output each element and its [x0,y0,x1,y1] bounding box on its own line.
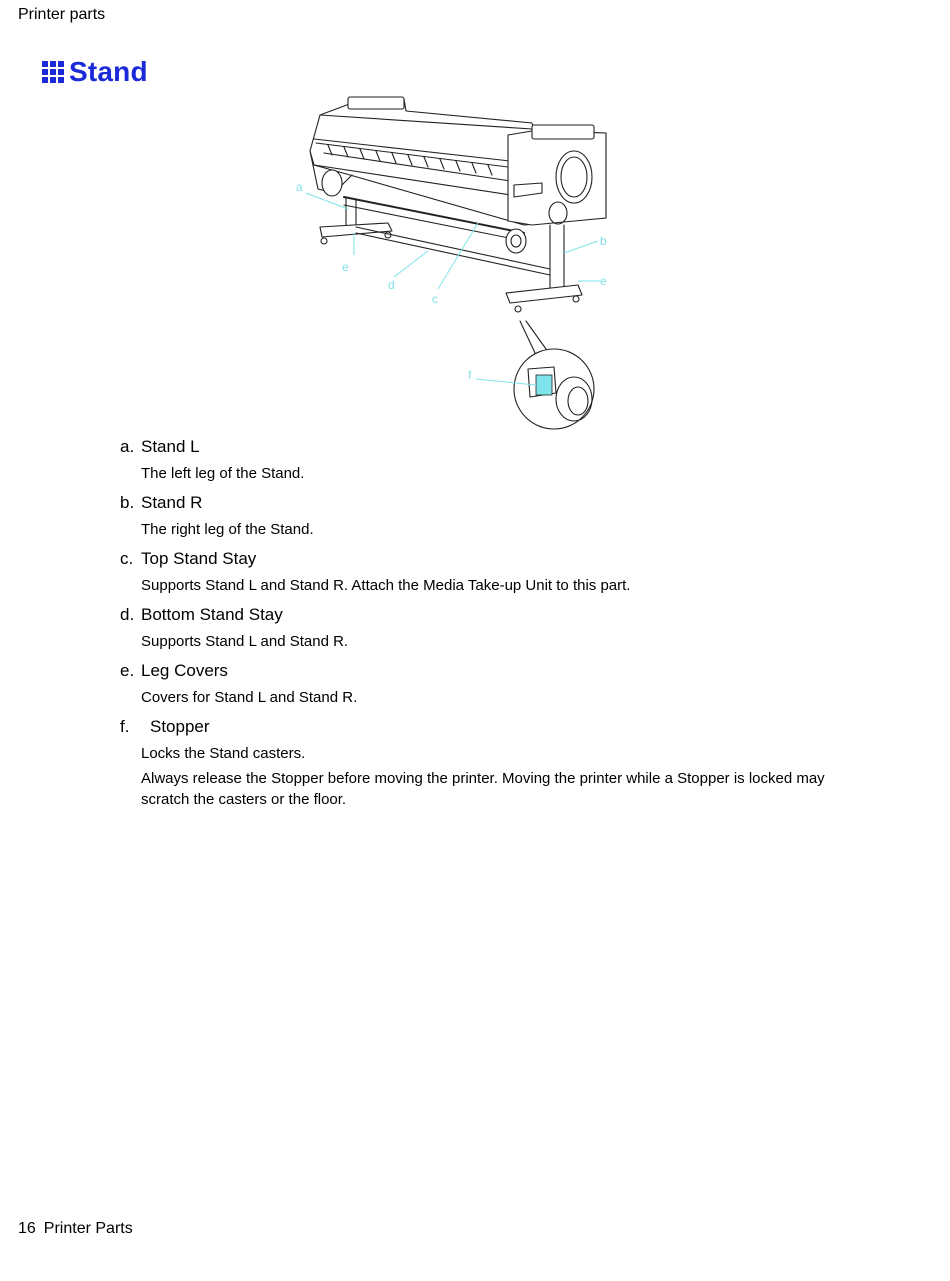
callout-f: f [468,368,472,382]
part-letter: a. [120,437,135,456]
part-note: Always release the Stopper before moving the printer. Moving the printer while a Stopper is locked may scratch the casters or the floor. [141,770,825,808]
part-item-stand-l [120,436,840,484]
part-name: Stopper [150,717,210,736]
part-name: Stand R [141,493,203,512]
section-title: Stand [69,56,148,87]
part-letter: b. [120,493,135,512]
part-item-top-stand-stay [120,548,840,596]
callout-e-left: e [342,260,349,274]
callout-d: d [388,278,395,292]
part-name: Top Stand Stay [141,549,257,568]
running-header: Printer parts [18,6,106,23]
part-letter: f. [120,717,130,736]
section-heading [42,56,148,88]
part-item-stand-r [120,492,840,540]
parts-list [120,436,840,810]
page-number: 16 [18,1220,36,1237]
footer-section: Printer Parts [43,1220,133,1237]
part-description: Supports Stand L and Stand R. Attach the Media Take-up Unit to this part. [141,577,631,594]
part-item-leg-covers [120,660,840,708]
part-description: The right leg of the Stand. [141,521,314,538]
part-name: Leg Covers [141,661,228,680]
callout-c: c [432,292,438,306]
callout-a: a [296,180,303,194]
part-item-stopper [120,716,840,810]
grid-icon [42,61,64,83]
part-description: Covers for Stand L and Stand R. [141,689,358,706]
printer-stand-illustration [292,93,614,433]
part-description: Supports Stand L and Stand R. [141,633,349,650]
part-description: Locks the Stand casters. [141,745,306,762]
part-item-bottom-stand-stay [120,604,840,652]
part-name: Stand L [141,437,200,456]
part-description: The left leg of the Stand. [141,465,305,482]
callout-b: b [600,234,607,248]
part-letter: d. [120,605,135,624]
callout-e-right: e [600,274,607,288]
part-letter: e. [120,661,135,680]
page-footer [18,1220,133,1238]
part-name: Bottom Stand Stay [141,605,283,624]
part-letter: c. [120,549,134,568]
